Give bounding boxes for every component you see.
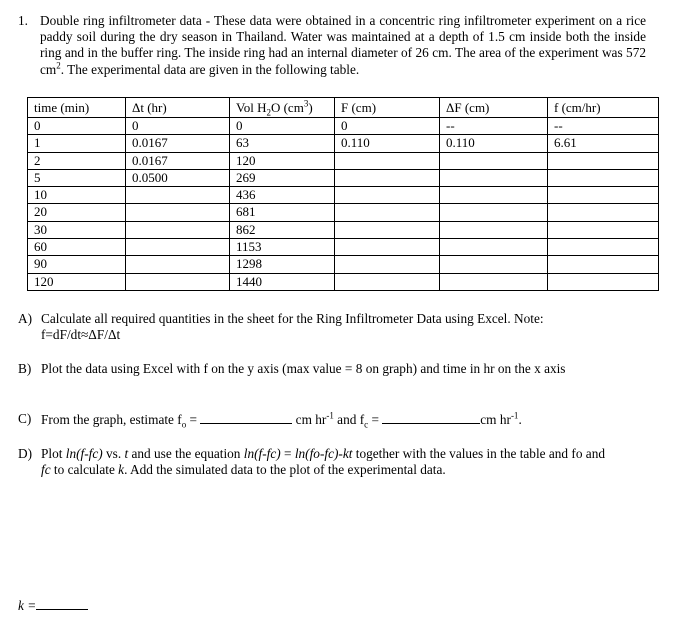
table-cell: 0.0500: [126, 169, 230, 186]
table-cell: [126, 239, 230, 256]
table-cell: 1440: [230, 273, 335, 290]
table-cell: 30: [28, 221, 126, 238]
table-cell: [440, 152, 548, 169]
table-cell: [440, 239, 548, 256]
table-cell: 0.110: [440, 135, 548, 152]
table-cell: [548, 273, 659, 290]
table-cell: [440, 204, 548, 221]
table-cell: 5: [28, 169, 126, 186]
infiltrometer-data-table: [27, 97, 659, 291]
table-cell: [548, 221, 659, 238]
table-cell: 20: [28, 204, 126, 221]
table-cell: 0: [335, 118, 440, 135]
table-row: [28, 118, 659, 135]
table-cell: [335, 256, 440, 273]
table-cell: 681: [230, 204, 335, 221]
table-cell: [548, 152, 659, 169]
problem-number: 1.: [18, 13, 28, 28]
table-cell: 10: [28, 187, 126, 204]
table-cell: [335, 273, 440, 290]
table-cell: 0: [230, 118, 335, 135]
table-cell: 436: [230, 187, 335, 204]
page: 1. Double ring infiltrometer data - These data were obtained in a concentric ring infiltrometer experiment on a rice paddy soil during the dry season in Thailand. Water was maintained at a depth of 1.5 cm inside both the inside ring and in the buffer ring. The inside ring had an internal diameter of 26 cm. The area of the experiment was 572 $cm^2$. The experimental data are given in the following table. time (min) Δt (hr) Vol $H_2O$ $(cm^3)$ F (cm) ΔF (cm) f (cm/hr) 0 0 0 0 -- -- 1 0.0167 63 0.110 0.110 6.61 2 0.0167 120 5 0.0500 269 10 436 20 681 30 862 60 1153 90 1298 120 1440 A) Calculate all required quantities in the sheet for the Ring Infiltrometer Data using Excel. Note: f=dF/dt≈ΔF/Δt B) Plot the data using Excel with f on the y axis (max value = 8 on graph) and time in hr on the x axis C) From the graph, estimate $f_o$ = cm $hr^{-1}$ and $f_c$ = cm $hr^{-1}$. D) Plot ln(f-fc) vs. t and use the equation ln(f-fc) = ln(fo-fc)-kt together with the values in the table and fo and fc to calculate k. Add the simulated data to the plot of the experimental data. k =: [0, 0, 698, 644]
table-cell: [126, 187, 230, 204]
table-header-row: [28, 98, 659, 118]
table-row: [28, 204, 659, 221]
table-cell: --: [548, 118, 659, 135]
table-cell: 0.110: [335, 135, 440, 152]
table-row: [28, 187, 659, 204]
fc-answer-blank[interactable]: [382, 411, 480, 424]
table-cell: [126, 221, 230, 238]
problem-statement: Double ring infiltrometer data - These data were obtained in a concentric ring infiltrometer experiment on a rice paddy soil during the dry season in Thailand. Water was maintained at a depth of 1.5 cm inside both the inside ring and in the buffer ring. The inside ring had an internal diameter of 26 cm. The area of the experiment was 572 $cm^2$. The experimental data are given in the following table.: [40, 13, 646, 77]
table-cell: 60: [28, 239, 126, 256]
table-cell: [335, 204, 440, 221]
column-header: F (cm): [335, 98, 440, 118]
column-header: Δt (hr): [126, 98, 230, 118]
k-answer: k =: [18, 597, 88, 614]
table-cell: [335, 187, 440, 204]
table-cell: [548, 169, 659, 186]
table-cell: [548, 239, 659, 256]
table-row: [28, 221, 659, 238]
table-cell: [126, 256, 230, 273]
table-row: [28, 135, 659, 152]
table-cell: 120: [28, 273, 126, 290]
table-cell: [440, 256, 548, 273]
table-cell: 1153: [230, 239, 335, 256]
table-cell: [335, 152, 440, 169]
table-cell: 6.61: [548, 135, 659, 152]
table-cell: 0.0167: [126, 152, 230, 169]
table-cell: 1298: [230, 256, 335, 273]
table-cell: [335, 169, 440, 186]
table-cell: [126, 273, 230, 290]
table-cell: [440, 273, 548, 290]
table-cell: 120: [230, 152, 335, 169]
table-cell: [335, 221, 440, 238]
column-header: f (cm/hr): [548, 98, 659, 118]
table-cell: 0.0167: [126, 135, 230, 152]
table-row: [28, 169, 659, 186]
table-cell: 0: [126, 118, 230, 135]
table-cell: [335, 239, 440, 256]
column-header: time (min): [28, 98, 126, 118]
table-cell: 862: [230, 221, 335, 238]
table-cell: [440, 187, 548, 204]
column-header: ΔF (cm): [440, 98, 548, 118]
table-cell: --: [440, 118, 548, 135]
table-cell: 2: [28, 152, 126, 169]
table-row: [28, 273, 659, 290]
table-cell: [548, 256, 659, 273]
table-cell: 63: [230, 135, 335, 152]
table-cell: [548, 187, 659, 204]
table-cell: [126, 204, 230, 221]
f0-answer-blank[interactable]: [200, 411, 292, 424]
table-cell: [440, 169, 548, 186]
table-cell: 0: [28, 118, 126, 135]
table-cell: 1: [28, 135, 126, 152]
table-cell: [440, 221, 548, 238]
table-cell: [548, 204, 659, 221]
k-answer-blank[interactable]: [36, 597, 88, 610]
table-cell: 269: [230, 169, 335, 186]
table-cell: 90: [28, 256, 126, 273]
table-row: [28, 256, 659, 273]
table-row: [28, 239, 659, 256]
column-header: Vol $H_2O$ $(cm^3)$: [230, 98, 335, 118]
table-row: [28, 152, 659, 169]
